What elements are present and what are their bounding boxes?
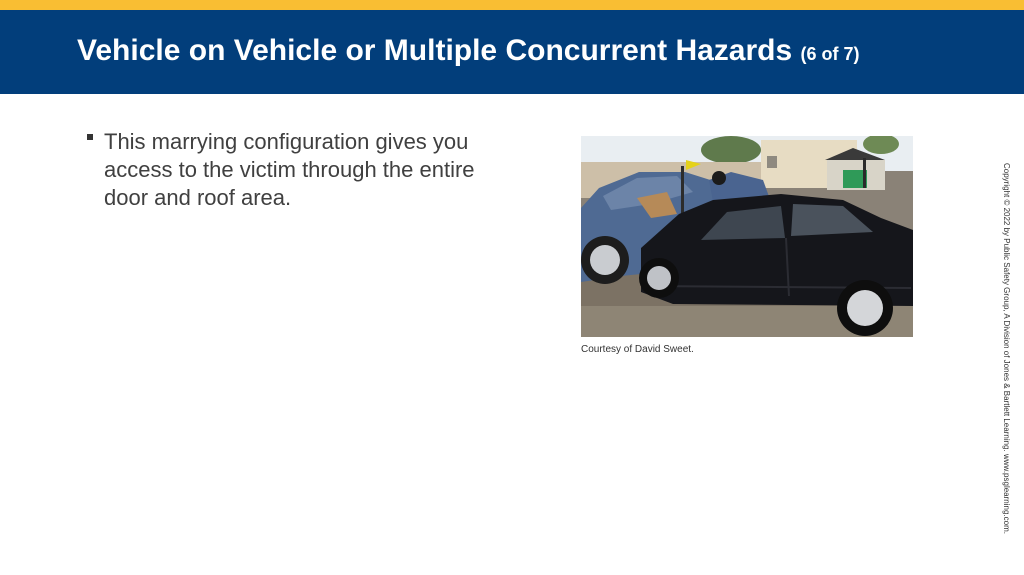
copyright-notice: Copyright © 2022 by Public Safety Group, A Division of Jones & Bartlett Learning. www.psglearning.com. xyxy=(1002,163,1011,534)
slide-title xyxy=(77,34,860,68)
crash-photo xyxy=(581,136,913,337)
bullet-item: This marrying configuration gives you access to the victim through the entire door and roof area. xyxy=(104,129,475,210)
photo-caption: Courtesy of David Sweet. xyxy=(581,344,694,355)
slide-title-text: Vehicle on Vehicle or Multiple Concurrent Hazards xyxy=(77,34,793,67)
title-bar xyxy=(0,10,1024,94)
square-bullet-icon xyxy=(87,134,93,140)
slide-title-counter: (6 of 7) xyxy=(800,44,860,64)
bullet-list xyxy=(87,128,517,212)
accent-strip xyxy=(0,0,1024,10)
